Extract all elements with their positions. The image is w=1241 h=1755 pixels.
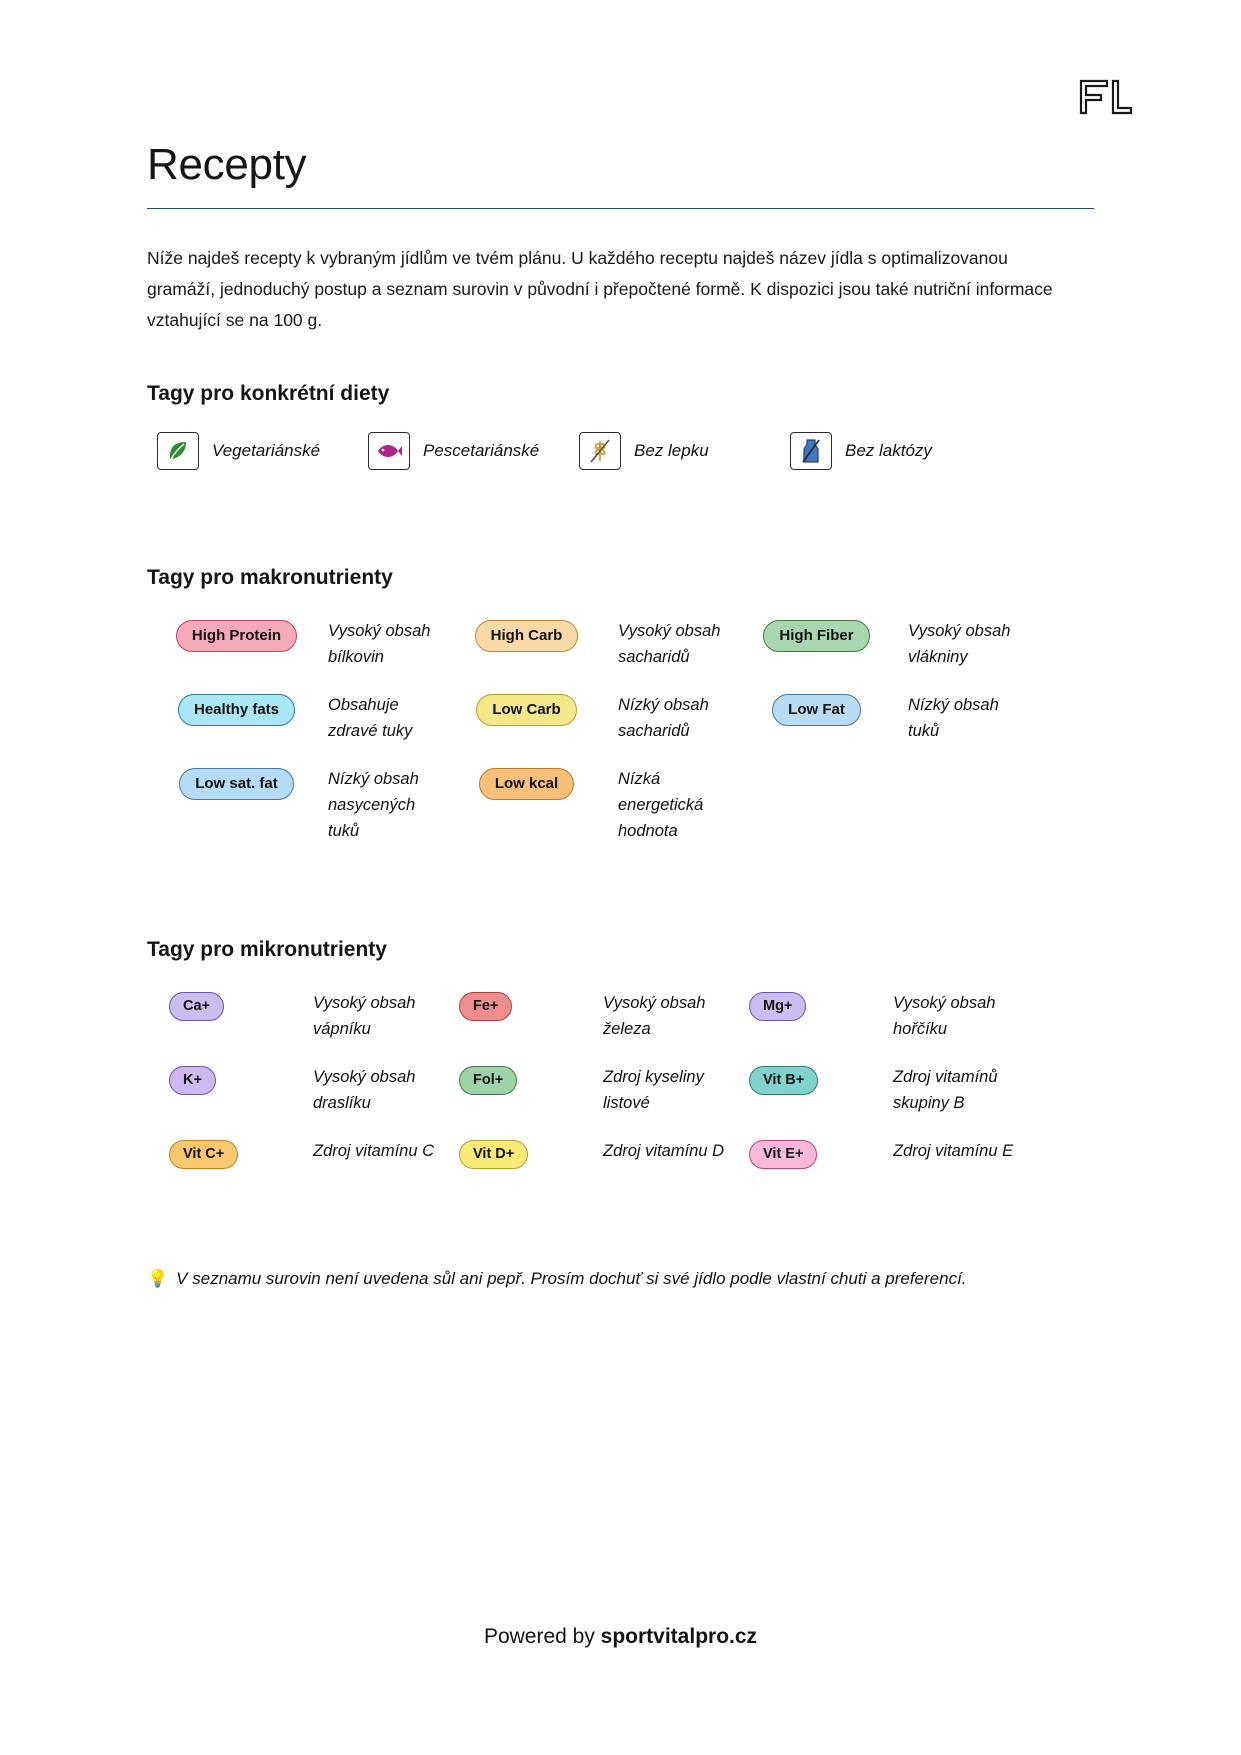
micro-tag-iron	[449, 988, 739, 1042]
fish-icon	[368, 432, 410, 470]
tag-description: Nízký obsah nasycených tuků	[328, 770, 419, 840]
diet-tag-label: Vegetariánské	[212, 441, 321, 460]
tag-description: Vysoký obsah vlákniny	[908, 622, 1011, 666]
macro-tag-high-protein	[159, 616, 449, 670]
intro-paragraph: Níže najdeš recepty k vybraným jídlům ve tvém plánu. U každého receptu najdeš název jídla s optimalizovanou gramáží, jednoduchý postup a seznam surovin v původní i přepočtené formě. K dispozici jsou také nutriční informace vztahující se na 100 g.	[147, 248, 1053, 330]
tag-description: Vysoký obsah sacharidů	[618, 622, 721, 666]
tag-pill: Vit C+	[169, 1140, 238, 1169]
tag-description: Zdroj kyseliny listové	[603, 1068, 704, 1112]
fl-logo-icon	[1077, 78, 1133, 116]
tag-description: Zdroj vitamínu C	[313, 1142, 435, 1160]
diet-tag-label: Pescetariánské	[423, 441, 540, 460]
tag-description: Obsahuje zdravé tuky	[328, 696, 413, 740]
macro-tag-high-fiber	[739, 616, 1029, 670]
tag-description: Zdroj vitamínu D	[603, 1142, 725, 1160]
micro-tag-vitamin-c	[159, 1136, 449, 1188]
diet-tag-label: Bez laktózy	[845, 441, 932, 460]
micro-tag-magnesium	[739, 988, 1029, 1042]
micro-tag-vitamin-e	[739, 1136, 1029, 1188]
diet-tag-label: Bez lepku	[634, 441, 709, 460]
macro-tag-low-kcal	[449, 764, 739, 844]
tag-description: Nízký obsah tuků	[908, 696, 999, 740]
tag-pill: Healthy fats	[178, 694, 295, 726]
tag-description: Vysoký obsah železa	[603, 994, 706, 1038]
tag-pill: Fe+	[459, 992, 512, 1021]
tag-description: Vysoký obsah hořčíku	[893, 994, 996, 1038]
micro-tag-vitamin-b	[739, 1062, 1029, 1116]
tag-pill: Ca+	[169, 992, 224, 1021]
tag-pill: K+	[169, 1066, 216, 1095]
tag-description: Vysoký obsah vápníku	[313, 994, 416, 1038]
note-block	[147, 1264, 1094, 1294]
tag-pill: Fol+	[459, 1066, 517, 1095]
footer-brand: sportvitalpro.cz	[600, 1625, 758, 1648]
tag-description: Zdroj vitamínů skupiny B	[893, 1068, 998, 1112]
wheat-crossed-icon	[579, 432, 621, 470]
micro-tag-calcium	[159, 988, 449, 1042]
macro-tags-grid	[147, 616, 1094, 844]
macro-tag-high-carb	[449, 616, 739, 670]
tag-pill: High Fiber	[763, 620, 869, 652]
diets-heading: Tagy pro konkrétní diety	[147, 382, 390, 405]
document-content	[147, 140, 1094, 1294]
tag-pill: Vit D+	[459, 1140, 528, 1169]
tag-pill: Low sat. fat	[179, 768, 294, 800]
macro-tag-empty	[739, 764, 1029, 844]
note-text: V seznamu surovin není uvedena sůl ani pepř. Prosím dochuť si své jídlo podle vlastní chuti a preferencí.	[176, 1269, 967, 1288]
tag-description: Vysoký obsah bílkovin	[328, 622, 431, 666]
title-divider	[147, 208, 1094, 209]
macro-tag-low-carb	[449, 690, 739, 744]
tag-pill: High Carb	[475, 620, 579, 652]
macro-tag-low-sat-fat	[159, 764, 449, 844]
tag-description: Nízký obsah sacharidů	[618, 696, 709, 740]
micros-heading: Tagy pro mikronutrienty	[147, 938, 387, 961]
macro-tag-healthy-fats	[159, 690, 449, 744]
tag-pill: Low Fat	[772, 694, 861, 726]
footer	[0, 1625, 1241, 1649]
tag-description: Zdroj vitamínu E	[893, 1142, 1014, 1160]
diet-tag-gluten-free	[579, 432, 790, 470]
footer-prefix: Powered by	[483, 1625, 601, 1648]
diet-tag-vegetarian	[157, 432, 368, 470]
diet-tags-row	[147, 432, 1094, 470]
lightbulb-icon: 💡	[147, 1269, 169, 1288]
diet-tag-pescetarian	[368, 432, 579, 470]
tag-pill: High Protein	[176, 620, 297, 652]
diet-tag-lactose-free	[790, 432, 1001, 470]
tag-pill: Mg+	[749, 992, 806, 1021]
leaf-icon	[157, 432, 199, 470]
tag-description: Vysoký obsah draslíku	[313, 1068, 416, 1112]
tag-pill: Vit E+	[749, 1140, 817, 1169]
micro-tag-vitamin-d	[449, 1136, 739, 1188]
micro-tag-folate	[449, 1062, 739, 1116]
tag-description: Nízká energetická hodnota	[618, 770, 704, 840]
macro-tag-low-fat	[739, 690, 1029, 744]
micro-tag-potassium	[159, 1062, 449, 1116]
tag-pill: Vit B+	[749, 1066, 818, 1095]
page-title: Recepty	[147, 140, 307, 189]
milk-crossed-icon	[790, 432, 832, 470]
tag-pill: Low Carb	[476, 694, 576, 726]
tag-pill: Low kcal	[479, 768, 574, 800]
macros-heading: Tagy pro makronutrienty	[147, 566, 393, 589]
micro-tags-grid	[147, 988, 1094, 1188]
